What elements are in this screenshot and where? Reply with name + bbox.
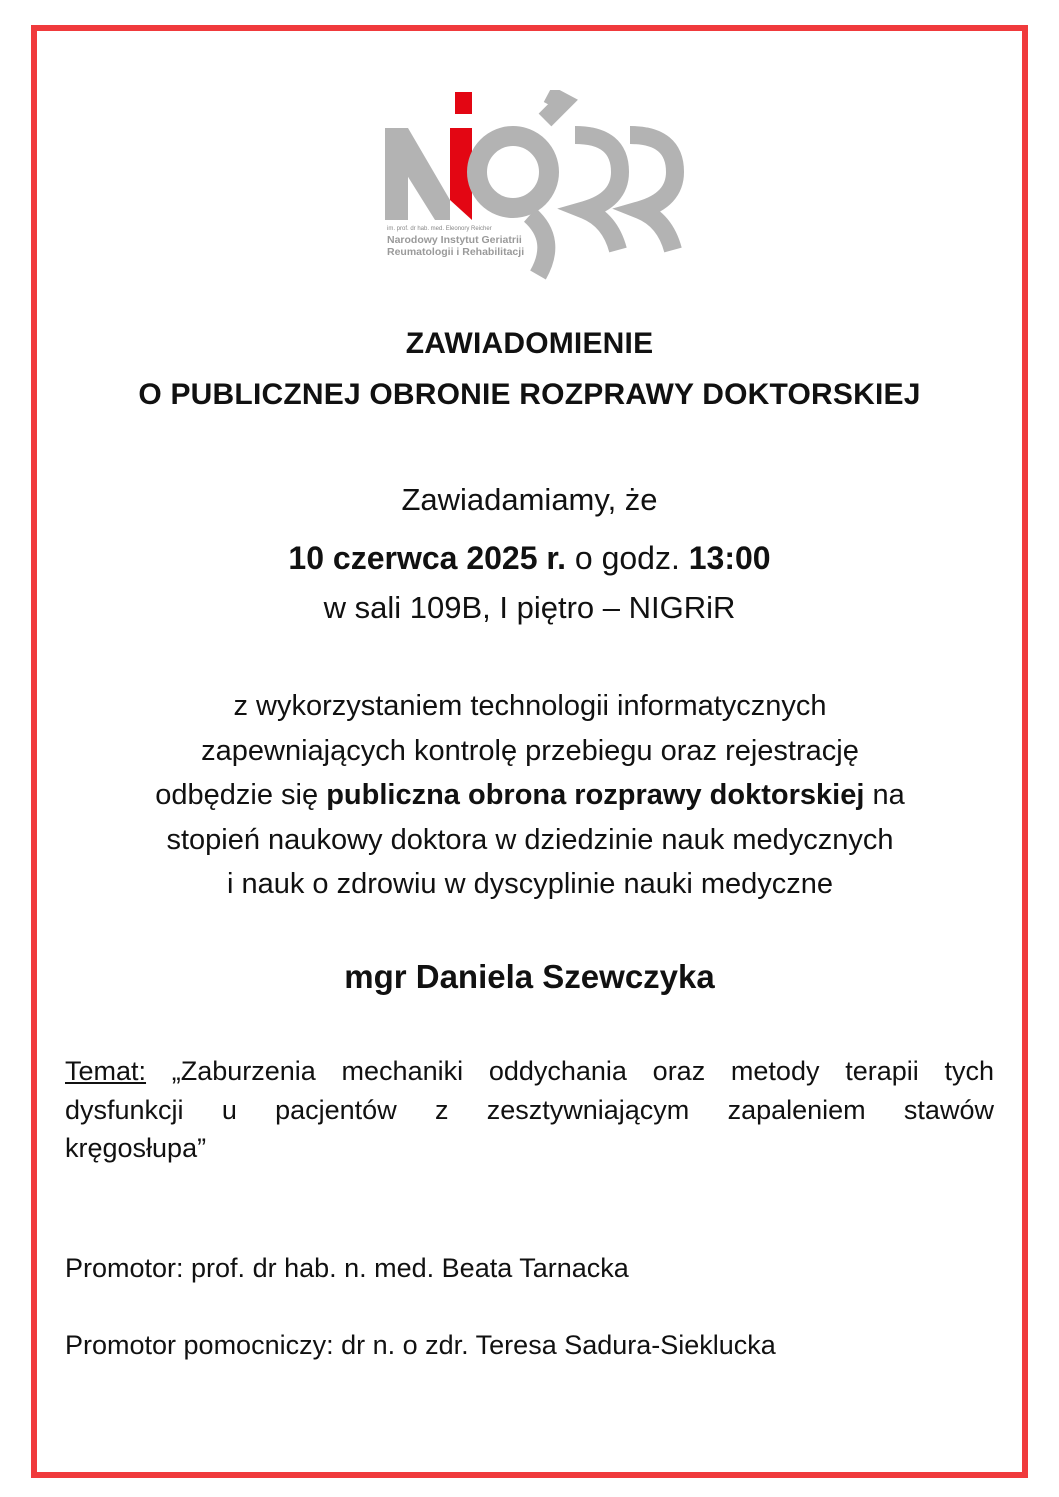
defense-date: 10 czerwca 2025 r. <box>288 540 566 576</box>
topic-label: Temat: <box>65 1056 147 1086</box>
topic-line-2 <box>65 1091 994 1130</box>
promotor-assistant: Promotor pomocniczy: dr n. o zdr. Teresa Sadura-Sieklucka <box>65 1330 776 1360</box>
topic-line-1 <box>65 1052 994 1091</box>
description-line-1: z wykorzystaniem technologii informatycznych <box>233 690 827 722</box>
description-line-2: zapewniających kontrolę przebiegu oraz rejestrację <box>201 734 859 767</box>
document-title: ZAWIADOMIENIE <box>405 327 654 360</box>
logo-text-patron: im. prof. dr hab. med. Eleonory Reicher <box>387 226 492 232</box>
topic-word: mechaniki <box>341 1056 464 1086</box>
topic-word: oraz <box>652 1056 706 1086</box>
announcement-datetime <box>0 540 1059 577</box>
defense-location: w sali 109B, I piętro – NIGRiR <box>323 590 736 625</box>
description-paragraph <box>60 684 1000 907</box>
document-subtitle: O PUBLICZNEJ OBRONIE ROZPRAWY DOKTORSKIEJ <box>138 378 921 411</box>
logo-text-line-1: Narodowy Instytut Geriatrii <box>387 234 522 246</box>
topic-word: u <box>221 1094 237 1125</box>
defense-time: 13:00 <box>688 540 771 576</box>
topic-line-3: kręgosłupa” <box>65 1133 207 1163</box>
institution-logo <box>380 90 690 290</box>
thesis-topic <box>65 1052 994 1168</box>
candidate-name: mgr Daniela Szewczyka <box>344 958 715 995</box>
time-prefix: o godz. <box>565 540 689 576</box>
description-emphasis: publiczna obrona rozprawy doktorskiej <box>326 779 865 811</box>
nigrr-logo-icon <box>380 90 690 290</box>
topic-word: oddychania <box>488 1056 627 1086</box>
promotor: Promotor: prof. dr hab. n. med. Beata Tarnacka <box>65 1253 629 1283</box>
topic-word: „Zaburzenia <box>171 1056 316 1086</box>
description-line-3-suffix: na <box>864 779 905 811</box>
topic-word: tych <box>944 1056 994 1086</box>
topic-word: stawów <box>903 1094 994 1125</box>
topic-word: metody <box>730 1056 820 1086</box>
topic-word: z <box>434 1094 449 1125</box>
topic-word: terapii <box>845 1056 919 1086</box>
logo-text-line-2: Reumatologii i Rehabilitacji <box>387 246 525 258</box>
description-line-4: stopień naukowy doktora w dziedzinie nauk medycznych <box>166 823 894 856</box>
topic-word: dysfunkcji <box>65 1094 184 1125</box>
topic-word: pacjentów <box>275 1094 397 1125</box>
announcement-intro: Zawiadamiamy, że <box>401 482 658 517</box>
topic-word: zesztywniającym <box>486 1094 690 1125</box>
description-line-3-prefix: odbędzie się <box>155 779 327 811</box>
description-line-5: i nauk o zdrowiu w dyscyplinie nauki medyczne <box>226 868 834 900</box>
description-line-3 <box>60 773 1000 818</box>
topic-word: zapaleniem <box>727 1094 866 1125</box>
